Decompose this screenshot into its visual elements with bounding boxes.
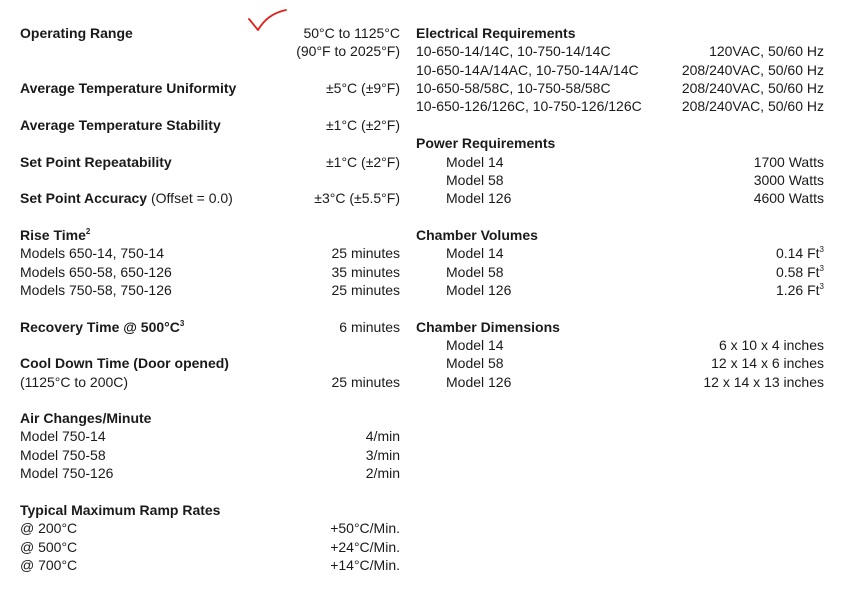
air-changes-value: 4/min <box>365 428 400 444</box>
dimension-model: Model 58 <box>446 355 504 371</box>
accuracy-value: ±3°C (±5.5°F) <box>314 190 400 206</box>
electrical-value: 208/240VAC, 50/60 Hz <box>681 80 824 96</box>
rise-time-label: Rise Time <box>20 227 86 243</box>
electrical-model: 10-650-14A/14AC, 10-750-14A/14C <box>416 62 639 78</box>
volume-value <box>776 263 824 282</box>
electrical-value: 208/240VAC, 50/60 Hz <box>681 62 824 78</box>
cool-down-range: (1125°C to 200C) <box>20 374 129 390</box>
volume-unit-exponent: 3 <box>819 245 824 254</box>
dimension-model: Model 126 <box>446 374 512 390</box>
operating-range-fahrenheit: (90°F to 2025°F) <box>296 43 400 59</box>
operating-range-label: Operating Range <box>20 25 133 41</box>
rise-time-footnote: 2 <box>85 227 91 236</box>
rise-time-model: Models 650-58, 650-126 <box>20 264 172 280</box>
repeatability-label: Set Point Repeatability <box>20 154 172 170</box>
volume-model: Model 58 <box>446 264 504 280</box>
volume-number: 1.26 Ft <box>775 282 820 298</box>
cool-down-label: Cool Down Time (Door opened) <box>20 355 229 371</box>
electrical-model: 10-650-14/14C, 10-750-14/14C <box>416 43 611 59</box>
power-value: 1700 Watts <box>753 154 824 170</box>
electrical-label: Electrical Requirements <box>416 25 576 41</box>
volume-model: Model 14 <box>446 245 504 261</box>
power-value: 4600 Watts <box>753 190 824 206</box>
operating-range-celsius: 50°C to 1125°C <box>303 25 400 41</box>
ramp-rate-temp: @ 500°C <box>20 539 78 555</box>
power-value: 3000 Watts <box>753 172 824 188</box>
electrical-value: 120VAC, 50/60 Hz <box>709 43 824 59</box>
ramp-rate-value: +50°C/Min. <box>330 520 400 536</box>
power-model: Model 14 <box>446 154 504 170</box>
power-label: Power Requirements <box>416 135 556 151</box>
uniformity-value: ±5°C (±9°F) <box>325 80 400 96</box>
ramp-rate-value: +24°C/Min. <box>330 539 400 555</box>
volume-value <box>776 244 824 263</box>
rise-time-value: 25 minutes <box>331 282 400 298</box>
accuracy-label: Set Point Accuracy <box>20 190 148 206</box>
air-changes-model: Model 750-126 <box>20 465 114 481</box>
dimensions-label: Chamber Dimensions <box>416 319 560 335</box>
rise-time-model: Models 650-14, 750-14 <box>20 245 164 261</box>
electrical-value: 208/240VAC, 50/60 Hz <box>681 98 824 114</box>
volume-value <box>776 281 824 300</box>
volume-number: 0.14 Ft <box>775 245 820 261</box>
checkmark-icon <box>246 8 288 34</box>
volumes-label: Chamber Volumes <box>416 227 538 243</box>
air-changes-model: Model 750-14 <box>20 428 106 444</box>
rise-time-value: 25 minutes <box>331 245 400 261</box>
rise-time-heading <box>20 226 90 245</box>
ramp-rate-value: +14°C/Min. <box>330 557 400 573</box>
stability-label: Average Temperature Stability <box>20 117 221 133</box>
uniformity-label: Average Temperature Uniformity <box>20 80 237 96</box>
volume-unit-exponent: 3 <box>819 264 824 273</box>
volume-unit-exponent: 3 <box>819 282 824 291</box>
ramp-rates-label: Typical Maximum Ramp Rates <box>20 502 221 518</box>
cool-down-value: 25 minutes <box>331 374 400 390</box>
accuracy-heading <box>20 189 233 208</box>
electrical-model: 10-650-58/58C, 10-750-58/58C <box>416 80 611 96</box>
stability-value: ±1°C (±2°F) <box>325 117 400 133</box>
air-changes-model: Model 750-58 <box>20 447 106 463</box>
volume-model: Model 126 <box>446 282 512 298</box>
dimension-value: 12 x 14 x 13 inches <box>703 374 824 390</box>
dimension-model: Model 14 <box>446 337 504 353</box>
repeatability-value: ±1°C (±2°F) <box>325 154 400 170</box>
recovery-value: 6 minutes <box>339 319 400 335</box>
ramp-rate-temp: @ 200°C <box>20 520 78 536</box>
air-changes-value: 2/min <box>365 465 400 481</box>
recovery-footnote: 3 <box>179 319 185 328</box>
ramp-rate-temp: @ 700°C <box>20 557 78 573</box>
air-changes-label: Air Changes/Minute <box>20 410 152 426</box>
power-model: Model 126 <box>446 190 512 206</box>
recovery-heading <box>20 318 184 337</box>
accuracy-note: (Offset = 0.0) <box>150 190 233 206</box>
recovery-label: Recovery Time @ 500°C <box>20 319 180 335</box>
dimension-value: 12 x 14 x 6 inches <box>711 355 824 371</box>
volume-number: 0.58 Ft <box>775 264 820 280</box>
power-model: Model 58 <box>446 172 504 188</box>
dimension-value: 6 x 10 x 4 inches <box>718 337 824 353</box>
electrical-model: 10-650-126/126C, 10-750-126/126C <box>416 98 642 114</box>
rise-time-model: Models 750-58, 750-126 <box>20 282 172 298</box>
rise-time-value: 35 minutes <box>331 264 400 280</box>
air-changes-value: 3/min <box>365 447 400 463</box>
